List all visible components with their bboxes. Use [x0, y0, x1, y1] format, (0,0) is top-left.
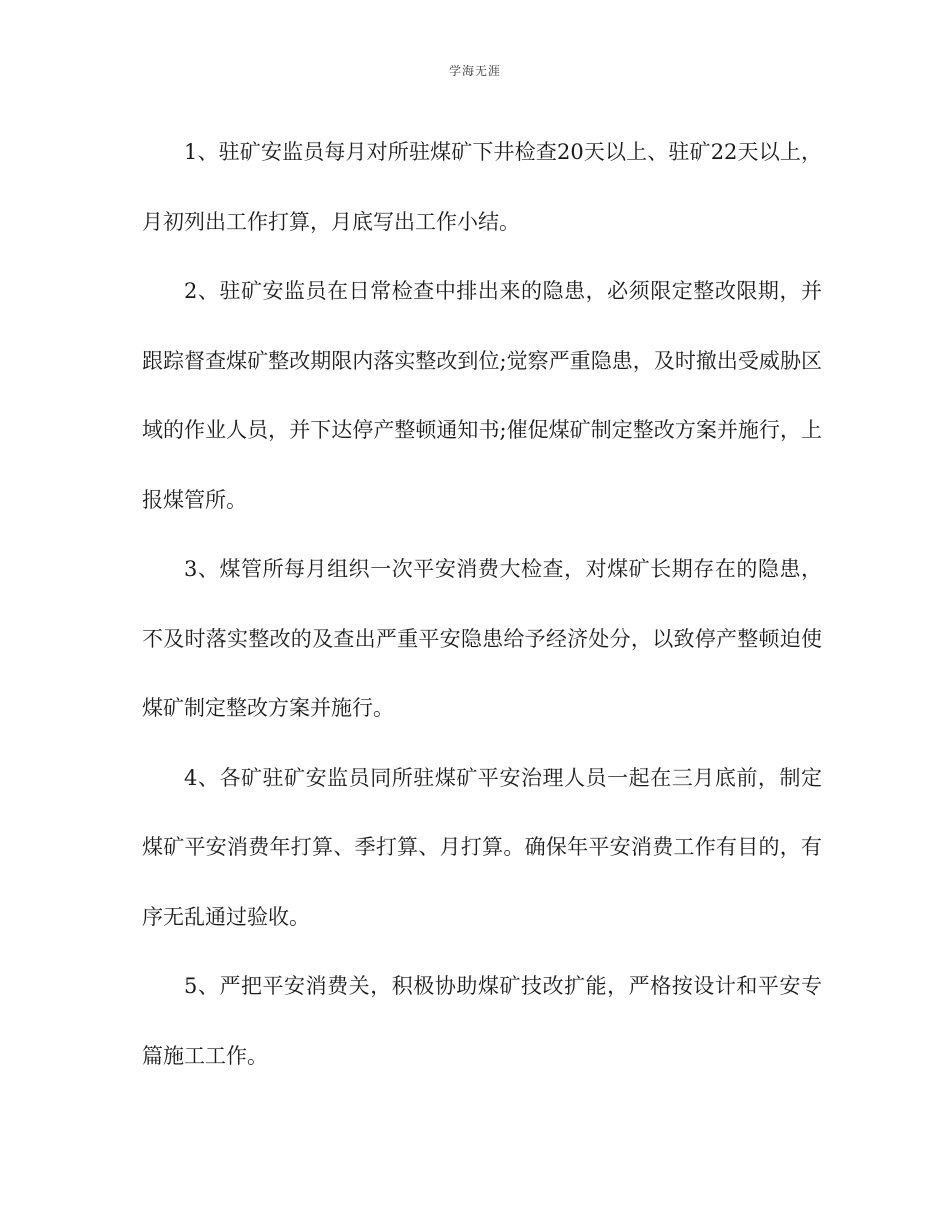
- paragraph-3: 3、煤管所每月组织一次平安消费大检查，对煤矿长期存在的隐患，不及时落实整改的及查出严重平安隐患给予经济处分，以致停产整顿迫使煤矿制定整改方案并施行。: [142, 557, 822, 720]
- page-header: 学海无涯: [448, 64, 501, 78]
- paragraph-5: 5、严把平安消费关，积极协助煤矿技改扩能，严格按设计和平安专篇施工工作。: [142, 974, 822, 1068]
- paragraph-4: 4、各矿驻矿安监员同所驻煤矿平安治理人员一起在三月底前，制定煤矿平安消费年打算、季打算、月打算。确保年平安消费工作有目的，有序无乱通过验收。: [142, 765, 822, 929]
- paragraph-1: 1、驻矿安监员每月对所驻煤矿下井检查20天以上、驻矿22天以上，月初列出工作打算，月底写出工作小结。: [142, 140, 822, 234]
- paragraph-2: 2、驻矿安监员在日常检查中排出来的隐患，必须限定整改限期，并跟踪督查煤矿整改期限内落实整改到位;觉察严重隐患，及时撤出受威胁区域的作业人员，并下达停产整顿通知书;催促煤矿制定整改方案并施行，上报煤管所。: [142, 279, 822, 512]
- document-body: [142, 118, 822, 1091]
